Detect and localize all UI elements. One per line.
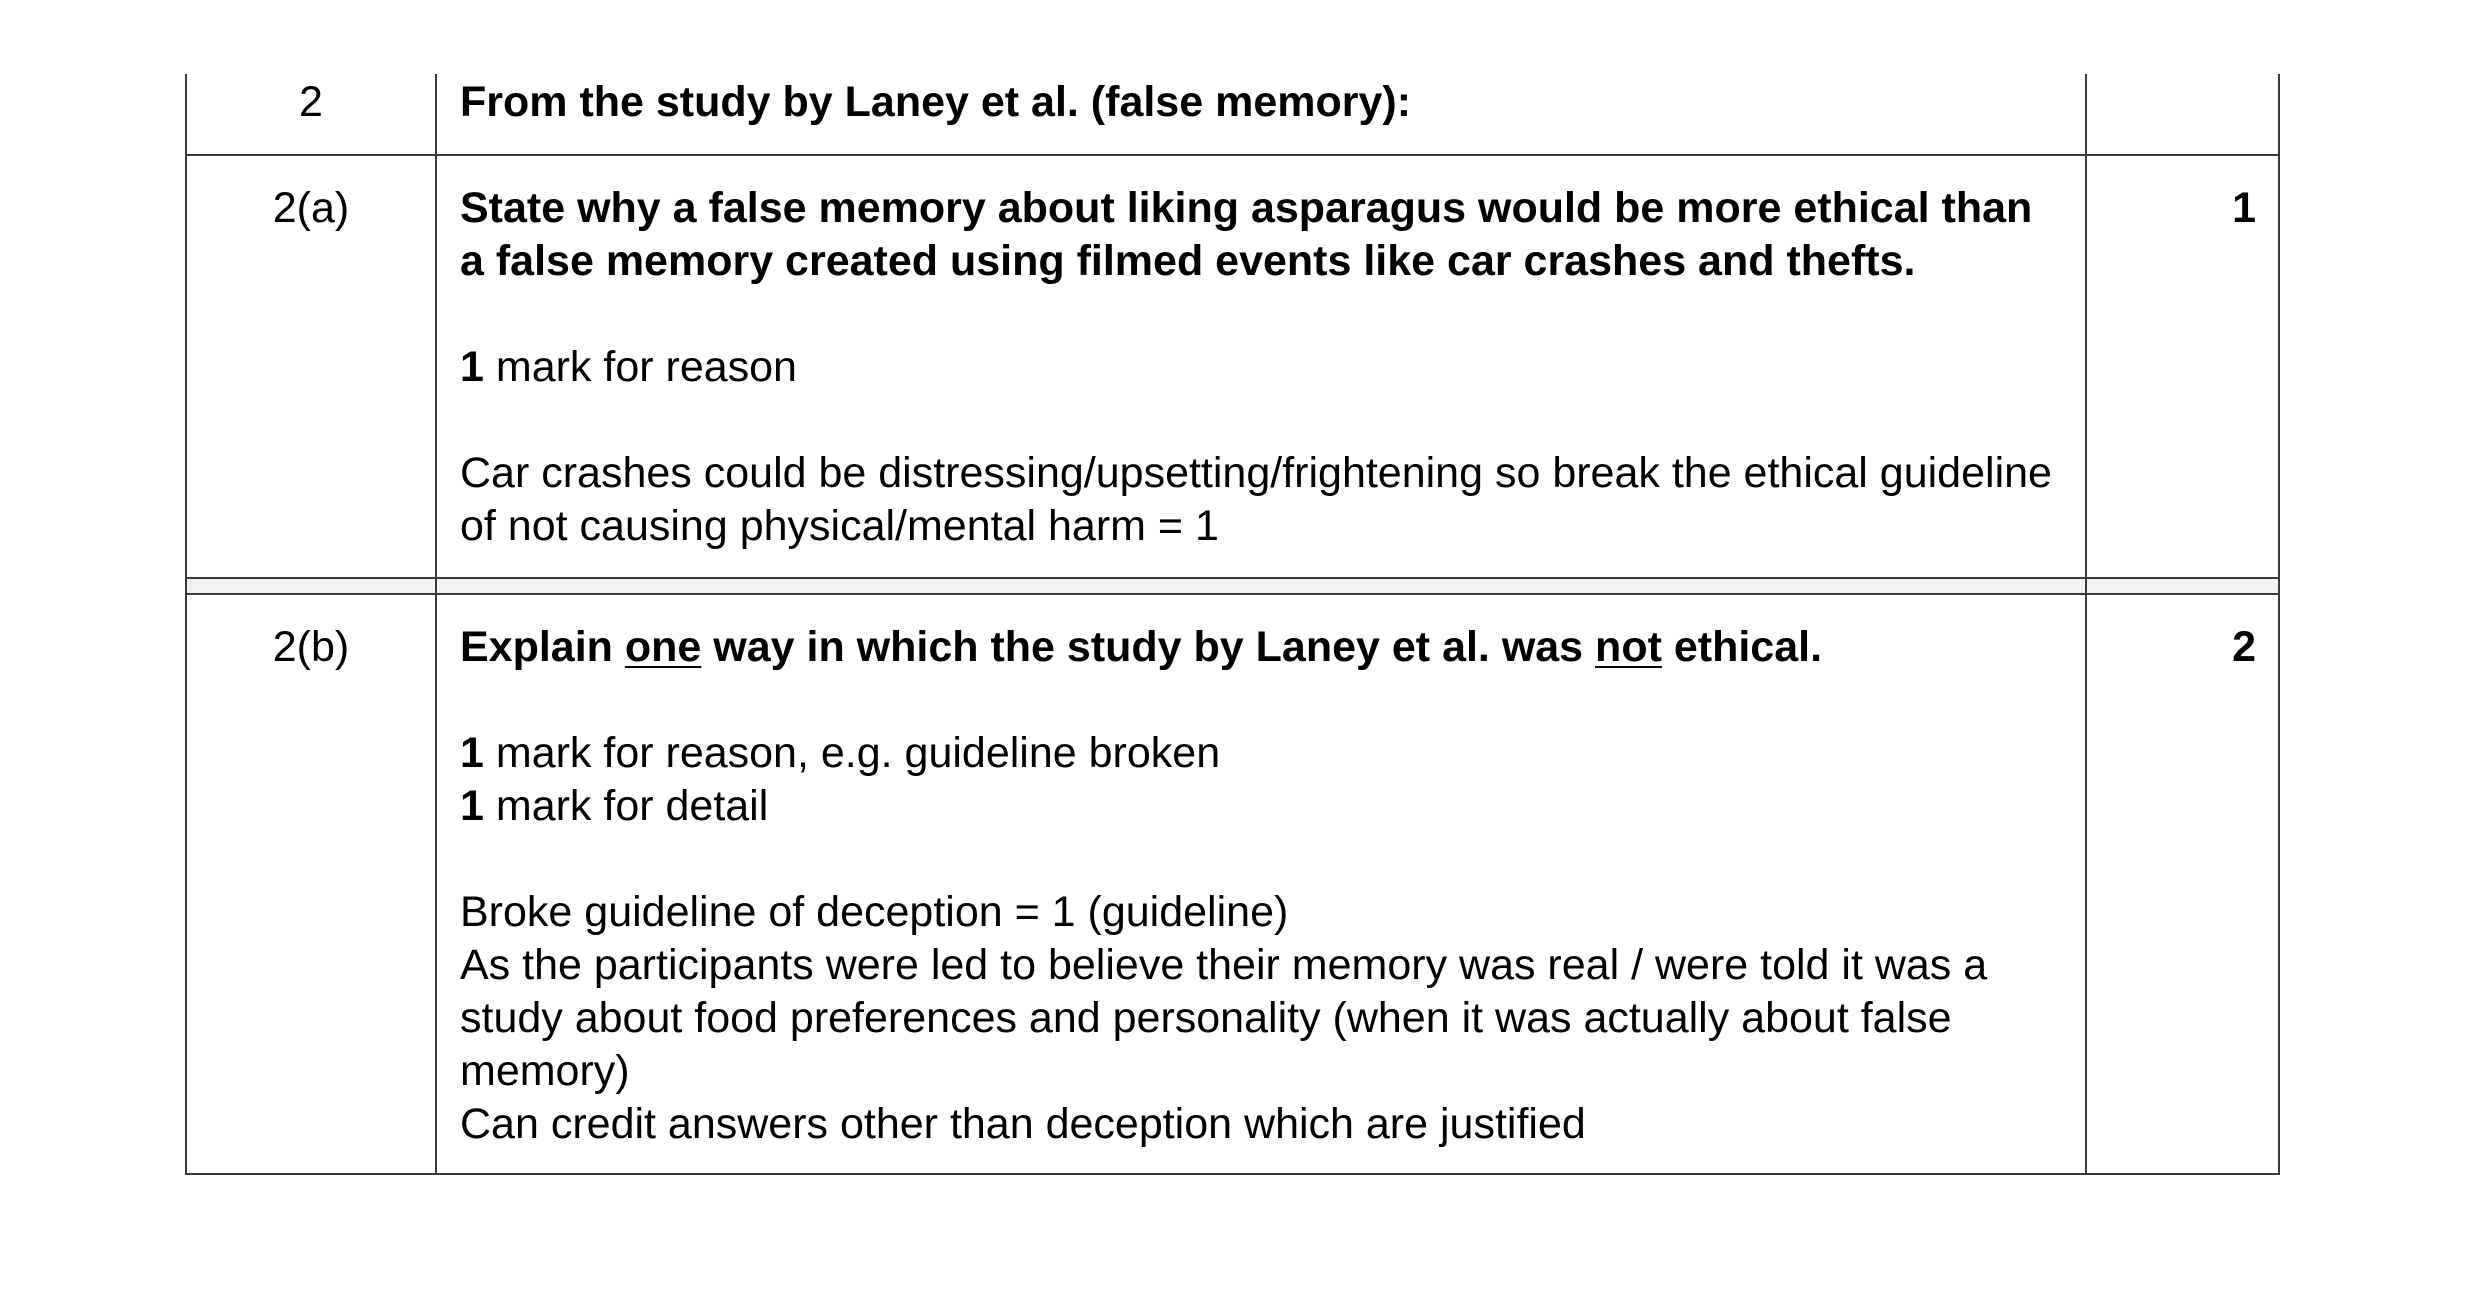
question-2a-row [186,155,2279,578]
underlined-word: not [1595,623,1662,671]
mark-scheme-line [460,727,2065,780]
question-text-part: ethical. [1661,623,1823,671]
question-text-part: way in which the study by Laney et al. was [701,623,1596,671]
model-answer-line: Broke guideline of deception = 1 (guideline) [460,888,1289,936]
answer-cell [436,155,2086,578]
marks-value: 2 [2086,594,2279,1174]
mark-description: mark for reason [483,343,797,391]
question-2-row [186,74,2279,155]
marks-value: 1 [2086,155,2279,578]
question-2b-row [186,594,2279,1174]
model-answer-line: Can credit answers other than deception which are justified [460,1100,1586,1148]
question-number: 2 [186,74,436,155]
question-text-part: Explain [460,623,625,671]
answer-cell [436,594,2086,1174]
mark-count: 1 [460,782,484,830]
question-text: State why a false memory about liking asparagus would be more ethical than a false memory created using filmed events like car crashes and thefts. [460,184,2033,285]
question-number: 2(b) [186,594,436,1174]
separator-cell [436,578,2086,594]
mark-count: 1 [460,729,484,777]
row-separator [186,578,2279,594]
separator-cell [186,578,436,594]
model-answer-line: Car crashes could be distressing/upsetting/frightening so break the ethical guideline of not causing physical/mental harm = 1 [460,449,2052,550]
question-number: 2(a) [186,155,436,578]
separator-cell [2086,578,2279,594]
mark-scheme-line [460,341,2065,394]
underlined-word: one [624,623,702,671]
mark-count: 1 [460,343,484,391]
mark-description: mark for reason, e.g. guideline broken [483,729,1221,777]
mark-description: mark for detail [483,782,769,830]
mark-scheme-table [185,74,2280,1175]
marks-cell-empty [2086,74,2279,155]
question-heading: From the study by Laney et al. (false memory): [436,74,2086,155]
model-answer-line: As the participants were led to believe their memory was real / were told it was a study about food preferences and personality (when it was actually about false memory) [460,941,1988,1095]
question-text [460,621,2065,674]
mark-scheme-line [460,780,2065,833]
